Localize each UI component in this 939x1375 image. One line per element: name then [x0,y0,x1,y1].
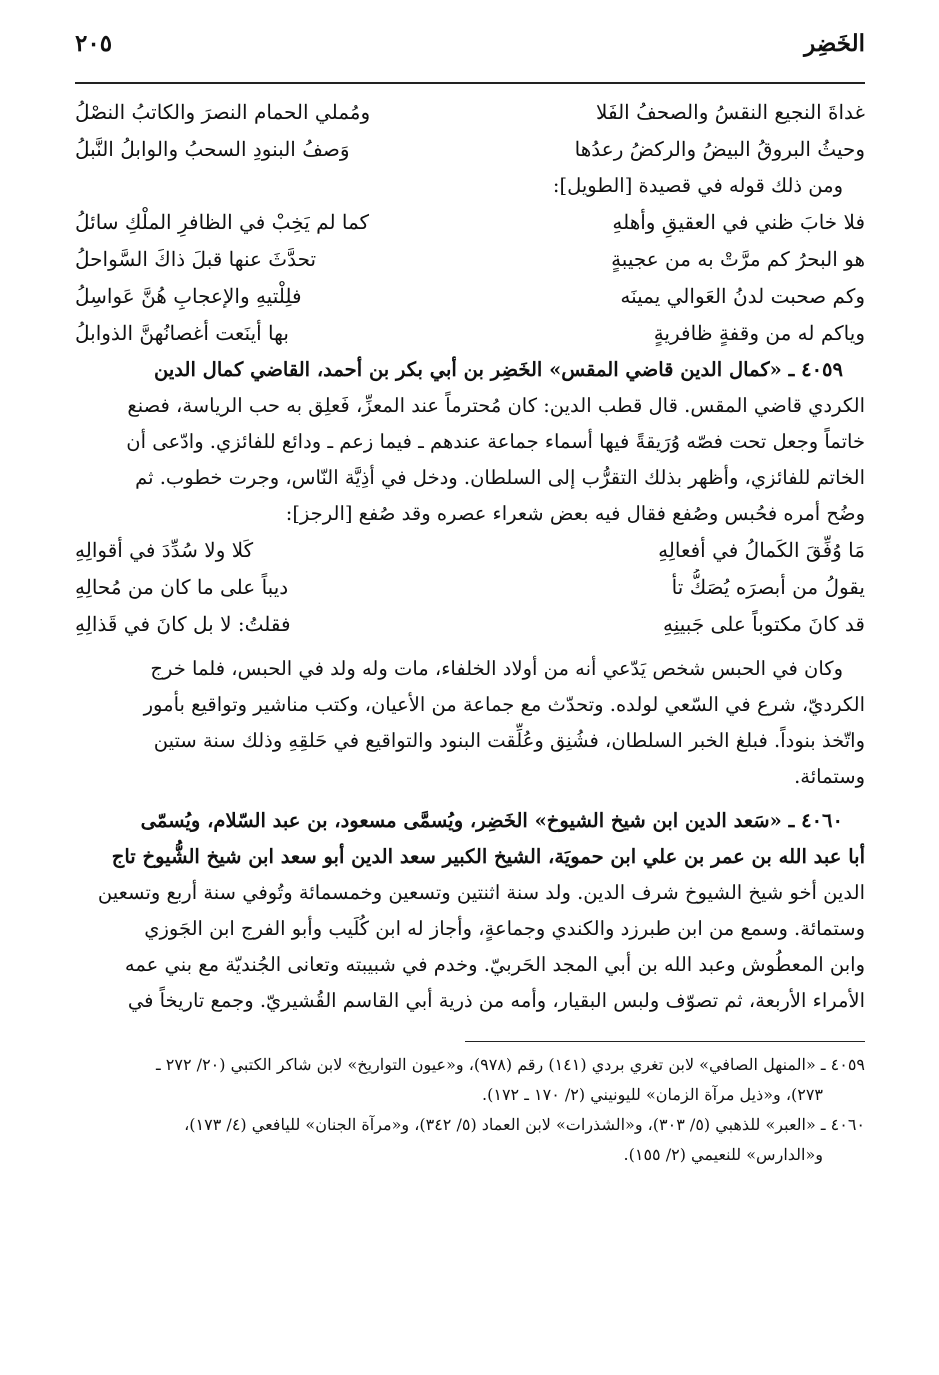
entry-text-line: وضُح أمره فحُبس وصُفع فقال فيه بعض شعراء عصره وقد صُفع [الرجز]: [285,502,865,525]
verse-line [75,315,865,352]
verse-first-hemistich: وحيثُ البروقُ البيضُ والركضُ رعدُها [574,137,865,161]
verse-second-hemistich: كما لم يَخِبْ في الظافرِ الملْكِ سائلُ [75,210,370,234]
verse-line [75,94,865,131]
verse-second-hemistich: ومُملي الحمام النصرَ والكاتبُ النصْلُ [75,100,371,124]
entry-heading-4059: ٤٠٥٩ ـ «كمال الدين قاضي المقس» الخَضِر بن أبي بكر بن أحمد، القاضي كمال الدين [154,358,843,381]
main-text [75,94,865,1019]
verse-line [75,532,865,569]
footnotes [75,1050,865,1170]
running-title: الخَضِر [804,30,865,57]
paragraph-line: وكان في الحبس شخص يَدّعي أنه من أولاد الخلفاء، مات وله ولد في الحبس، فلما خرج [150,657,843,680]
verse-line [75,241,865,278]
entry-text-line: الكردي قاضي المقس. قال قطب الدين: كان مُحترماً عند المعزِّ، فَعلِق به حب الرياسة، فصنع [127,394,865,417]
page-number: ٢٠٥ [75,30,113,57]
entry-text-line: الخاتم للفائزي، وأظهر بذلك التقرُّب إلى السلطان. ودخل في أذِيَّة النّاس، وجرت خطوب. ثم [135,466,865,489]
verse-line [75,278,865,315]
paragraph-line: واتّخذ بنوداً. فبلغ الخبر السلطان، فشُنِق وعُلِّقت البنود والتواقيع في حَلقِهِ وذلك سنة ستين [153,729,865,752]
poem-intro: ومن ذلك قوله في قصيدة [الطويل]: [552,174,843,197]
verse-second-hemistich: فقلتُ: لا بل كانَ في قَذالِهِ [75,612,291,636]
verse-line [75,569,865,606]
paragraph-line: وستمائة. [794,765,865,788]
verse-first-hemistich: وياكم له من وقفةٍ ظافريةٍ [653,321,865,345]
verse-line [75,131,865,168]
book-page [75,30,865,1170]
verse-second-hemistich: ديباً على ما كان من مُحالِهِ [75,575,289,599]
verse-first-hemistich: قد كانَ مكتوباً على جَبينِهِ [663,612,865,636]
entry-heading-4060: ٤٠٦٠ ـ «سَعد الدين ابن شيخ الشيوخ» الخَضِر، ويُسمَّى مسعود، بن عبد السّلام، ويُسمّى [140,809,843,832]
verse-first-hemistich: غداةَ النجيع النقسُ والصحفُ الفَلا [596,100,865,124]
page-header [75,30,865,84]
entry-text-line: خاتماً وجعل تحت فصّه وُرَيقةً فيها أسماء جماعة عندهم ـ فيما زعم ـ ودائع للفائزي. وادّعى أن [126,430,865,453]
verse-first-hemistich: وكم صحبت لدنُ العَوالي يمينَه [620,284,865,308]
footnote-divider [465,1041,865,1042]
verse-line [75,606,865,643]
entry-text-line: وابن المعطُوش وعبد الله بن أبي المجد الحَربيّ. وخدم في شبيبته وتعانى الجُنديّة مع بني عمه [124,953,865,976]
verse-first-hemistich: مَا وُفِّقَ الكَمالُ في أفعالِهِ [658,538,865,562]
verse-second-hemistich: بها أينَعت أغصانُهنَّ الذوابلُ [75,321,289,345]
footnote-line: ٤٠٦٠ ـ «العبر» للذهبي (٥/ ٣٠٣)، و«الشذرات» لابن العماد (٥/ ٣٤٢)، و«مرآة الجنان» لليافعي (٤/ ١٧٣)، [184,1115,865,1134]
verse-first-hemistich: هو البحرُ كم مرَّتْ به من عجيبةٍ [611,247,865,271]
verse-second-hemistich: فلِلْتيهِ والإعجابِ هُنَّ عَواسِلُ [75,284,302,308]
verse-line [75,204,865,241]
footnote-line: و«الدارس» للنعيمي (٢/ ١٥٥). [623,1145,823,1164]
entry-text-line: الأمراء الأربعة، ثم تصوّف ولبس البقيار، وأمه من ذرية أبي القاسم القُشيريّ. وجمع تاريخاً في [127,989,865,1012]
verse-first-hemistich: يقولُ من أبصرَه يُصَكُّ تأ [671,575,865,599]
paragraph-line: الكرديّ، شرع في السّعي لولده. وتحدّث مع جماعة من الأعيان، وكتب مناشير وتواقيع بأمور [143,693,865,716]
entry-heading-line: أبا عبد الله بن عمر بن علي ابن حمويَة، الشيخ الكبير سعد الدين أبو سعد ابن شيخ الشُّيوخ تاج [111,845,865,868]
entry-text-line: وستمائة. وسمع من ابن طبرزد والكندي وجماعةٍ، وأجاز له ابن كُلَيب وأبو الفرج ابن الجَوزي [144,917,865,940]
footnote-line: ٢٧٣)، و«ذيل مرآة الزمان» لليونيني (٢/ ١٧٠ ـ ١٧٢). [482,1085,823,1104]
verse-first-hemistich: فلا خابَ ظني في العقيقِ وأهلهِ [612,210,865,234]
verse-second-hemistich: وَصفُ البنودِ السحبُ والوابلُ النَّبلُ [75,137,350,161]
verse-second-hemistich: كَلا ولا سُدِّدَ في أقوالِهِ [75,538,254,562]
verse-second-hemistich: تحدَّثَ عنها قبلَ ذاكَ السَّواحلُ [75,247,317,271]
entry-text-line: الدين أخو شيخ الشيوخ شرف الدين. ولد سنة اثنتين وتسعين وخمسمائة وتُوفي سنة أربع وتسعين [97,881,865,904]
footnote-line: ٤٠٥٩ ـ «المنهل الصافي» لابن تغري بردي (١٤١) رقم (٩٧٨)، و«عيون التواريخ» لابن شاكر الكتبي (٢٠/ ٢٧٢ ـ [156,1055,865,1074]
